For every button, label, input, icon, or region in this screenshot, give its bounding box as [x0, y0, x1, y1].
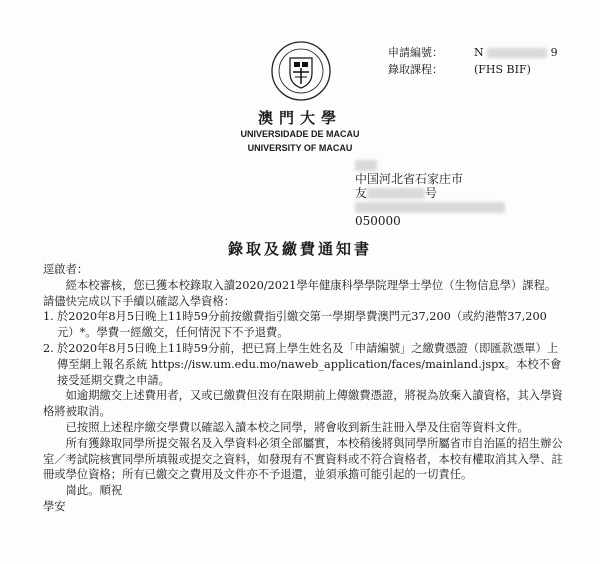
list-item-text: 於2020年8月5日晚上11時59分前按繳費指引繳交第一學期學費澳門元37,200（或約港幣37,200元）*。學費一經繳交，任何情況下不予退費。: [57, 310, 547, 340]
salutation: 逕啟者：: [43, 263, 89, 276]
program-row: [388, 61, 558, 78]
application-number-prefix: N: [474, 46, 484, 59]
address-line-3: [355, 186, 505, 200]
address-line-3-suffix: 号: [425, 186, 438, 200]
address-line-4: [355, 200, 505, 214]
list-item-text: 於2020年8月5日晚上11時59分前，把已寫上學生姓名及「申請編號」之繳費憑證（即匯款憑單）上傳至網上報名系統 https://isw.um.edu.mo/naweb_application/faces/mainland.jspx。本校不會接受延期交費之申請。: [57, 341, 562, 387]
redacted-mark: [355, 202, 505, 213]
list-item-number: 2.: [43, 341, 54, 355]
letter-title: 錄取及繳費通知書: [227, 240, 372, 258]
university-crest-icon: [270, 40, 332, 102]
list-item: [43, 341, 563, 388]
address-line-2: 中国河北省石家庄市: [355, 172, 464, 186]
paragraph-confirmation: 已按照上述程序繳交學費以確認入讀本校之同學，將會收到新生註冊入學及住宿等資料文件。: [65, 420, 529, 434]
paragraph-verification: 所有獲錄取同學所提交報名及入學資料必須全部屬實，本校稍後將與同學所屬省市自治區的招生辦公室／考試院核實同學所填報或提交之資料，如發現有不實資料或不符合資格者，本校有權取消其入學、註冊或學位資格；所有已繳交之費用及文件亦不予退還，並須承擔可能引起的一切責任。: [43, 436, 563, 482]
program-value: (FHS BIF): [474, 63, 531, 76]
application-number-label: 申請編號：: [388, 46, 443, 59]
list-item: [43, 309, 563, 341]
university-name-en: UNIVERSITY OF MACAU: [247, 143, 353, 153]
paragraph-admission: 經本校審核，您已獲本校錄取入讀2020/2021學年健康科學學院理學士學位（生物信息學）課程。請儘快完成以下手續以確認入學資格：: [43, 278, 557, 308]
letter-body: [43, 262, 563, 515]
redacted-mark: [367, 188, 425, 199]
list-item-number: 1.: [43, 310, 54, 324]
svg-text:· · · · · · ·: · · · · · · ·: [290, 47, 312, 53]
paragraph-late-payment: 如逾期繳交上述費用者，又或已繳費但沒有在限期前上傳繳費憑證，將視為放棄入讀資格，其入學資格將被取消。: [43, 389, 563, 419]
reference-block: [388, 44, 558, 78]
redacted-mark: [487, 48, 547, 58]
application-number-tail: 9: [550, 46, 558, 59]
redacted-mark: [355, 160, 377, 171]
university-name-pt: UNIVERSIDADE DE MACAU: [240, 129, 360, 139]
address-line-1: [355, 158, 505, 172]
application-number-value: [474, 44, 558, 61]
university-name-zh: 澳門大學: [257, 109, 342, 127]
closing: 崗此。順祝: [65, 484, 123, 498]
address-line-5: 050000: [355, 214, 401, 228]
address-line-3-prefix: 友: [355, 186, 368, 200]
application-number-row: [388, 44, 558, 61]
recipient-address: [355, 158, 505, 228]
program-label: 錄取課程：: [388, 63, 443, 76]
closing-greeting: 學安: [43, 499, 66, 513]
